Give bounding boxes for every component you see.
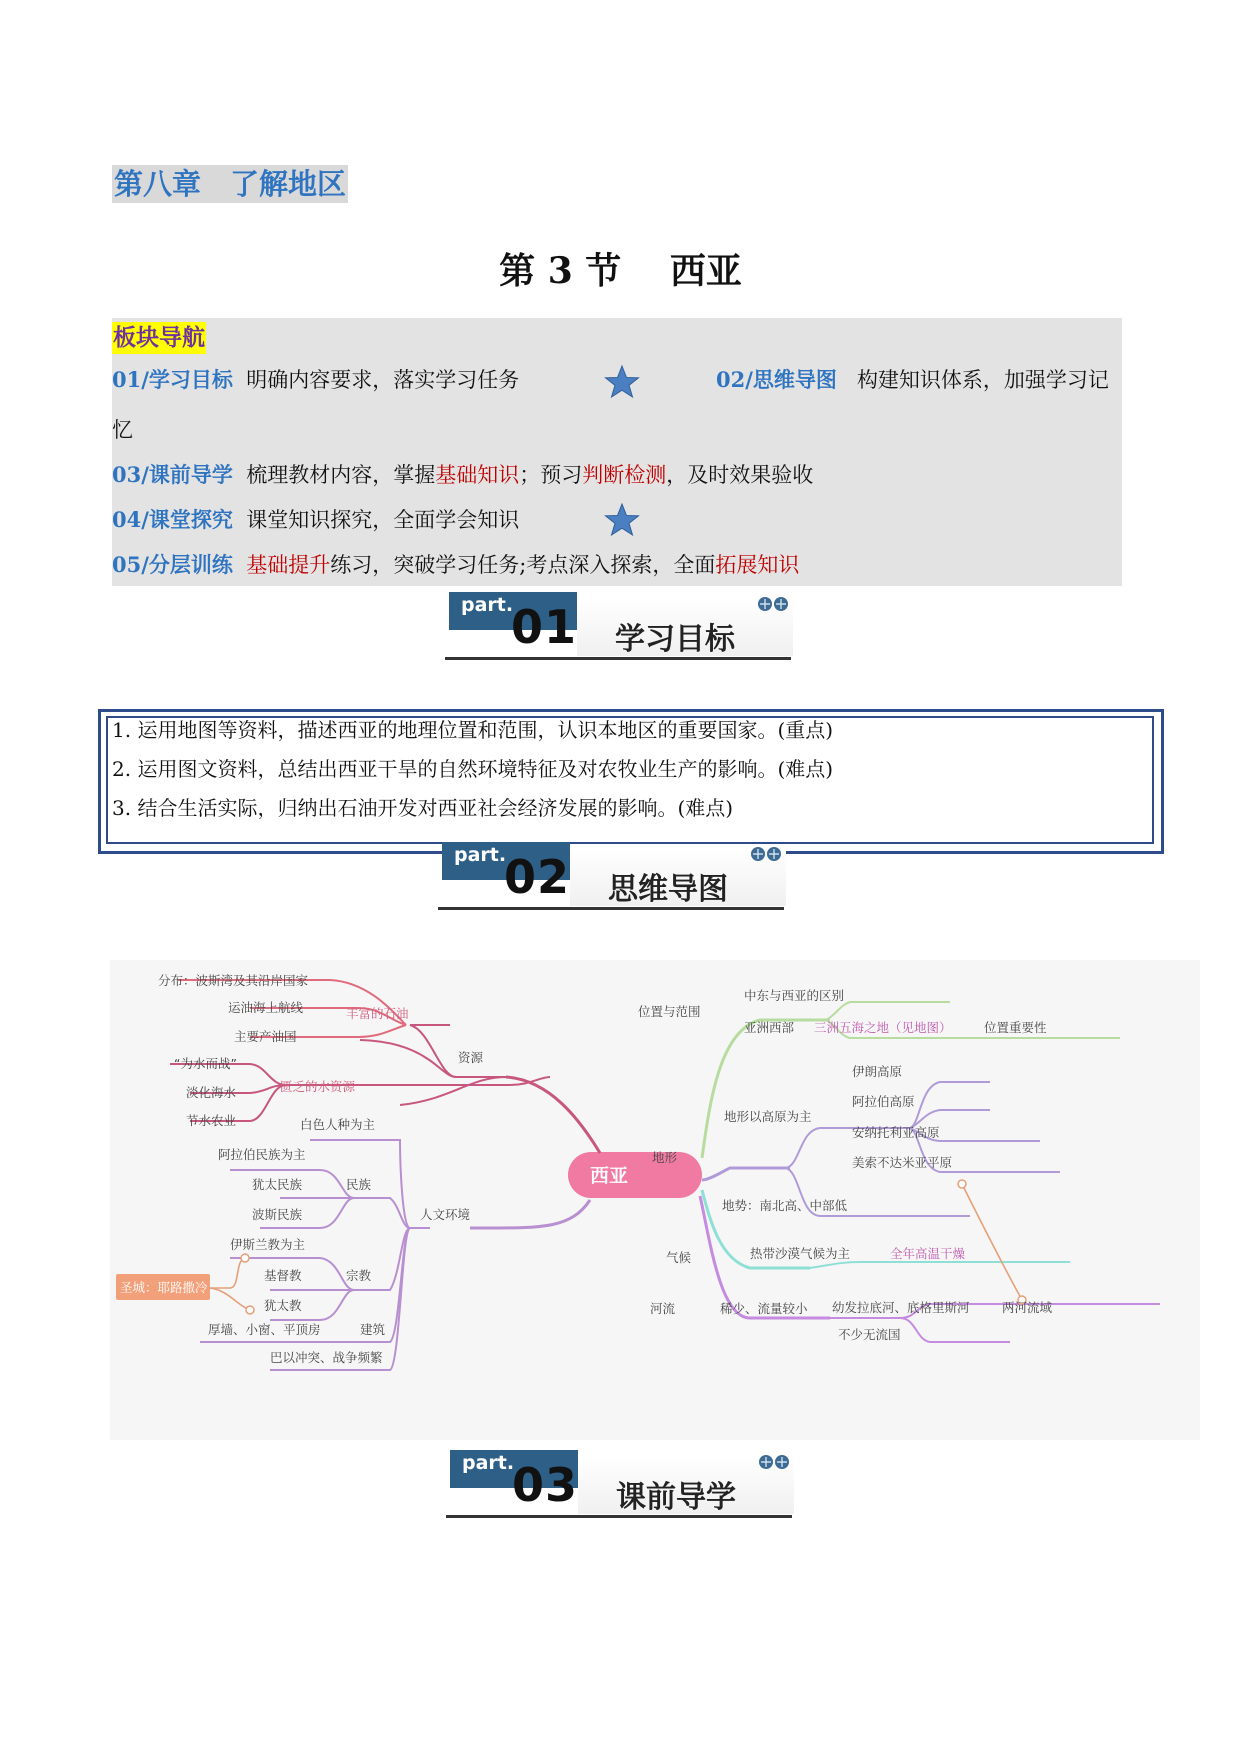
- mm-holy-city: 圣城：耶路撒冷: [120, 1280, 208, 1295]
- mm-climate-item: 热带沙漠气候为主: [750, 1246, 851, 1261]
- nav-item-03-highlight-b: 判断检测: [582, 463, 667, 487]
- decor-dots-icon: [750, 845, 782, 863]
- mindmap-center-label: 西亚: [590, 1165, 629, 1187]
- goal-1: 1. 运用地图等资料，描述西亚的地理位置和范围，认识本地区的重要国家。(重点): [112, 718, 834, 742]
- nav-item-04-text: 课堂知识探究，全面学会知识: [246, 508, 520, 532]
- part-number: 02: [504, 850, 571, 904]
- mm-religion-item-3: 犹太教: [264, 1298, 302, 1313]
- mm-euphrates: 幼发拉底河、底格里斯河: [832, 1300, 970, 1315]
- mm-oil-item-3: 主要产油国: [234, 1029, 297, 1044]
- mm-loc-item-1: 中东与西亚的区别: [744, 988, 845, 1003]
- nav-item-02-label: 02/思维导图: [716, 367, 837, 392]
- mm-slope: 地势：南北高、中部低: [722, 1198, 848, 1213]
- mm-location: 位置与范围: [638, 1004, 701, 1019]
- mm-ethnic-item-2: 犹太民族: [252, 1177, 303, 1192]
- mm-three-five: 三洲五海之地（见地图）: [814, 1020, 952, 1035]
- part-tag-text: part.: [454, 844, 507, 866]
- nav-item-01-text: 明确内容要求，落实学习任务: [246, 368, 520, 392]
- section-title: 第 3 节 西亚: [499, 250, 742, 292]
- mm-ethnic-item-3: 波斯民族: [252, 1207, 303, 1222]
- mm-conflict: 巴以冲突、战争频繁: [270, 1350, 383, 1365]
- nav-item-02: [716, 365, 1109, 395]
- mm-ethnic: 民族: [346, 1177, 372, 1192]
- nav-title: 板块导航: [112, 322, 206, 354]
- mm-water-item-3: 节水农业: [186, 1113, 237, 1128]
- mm-loc-item-2: 亚洲西部: [744, 1020, 795, 1035]
- decor-dots-icon: [757, 595, 789, 613]
- nav-item-05: [112, 550, 799, 580]
- nav-item-02-wrap: 忆: [112, 418, 133, 442]
- mm-human: 人文环境: [420, 1207, 471, 1222]
- mm-plateau-item-3: 安纳托利亚高原: [852, 1125, 940, 1140]
- mm-plateau-item-4: 美索不达米亚平原: [852, 1155, 953, 1170]
- chapter-heading: 第八章 了解地区: [114, 167, 347, 201]
- decor-dots-icon: [758, 1453, 790, 1471]
- mm-religion-item-2: 基督教: [264, 1268, 302, 1283]
- nav-item-03: [112, 460, 813, 490]
- mm-rivers-item: 稀少、流量较小: [720, 1301, 808, 1316]
- mm-inland: 不少无流国: [838, 1327, 901, 1342]
- mm-religion-item-1: 伊斯兰教为主: [230, 1237, 306, 1252]
- mm-water-item-2: 淡化海水: [186, 1085, 237, 1100]
- nav-item-04: [112, 505, 519, 535]
- mm-ethnic-item-1: 阿拉伯民族为主: [218, 1147, 306, 1162]
- part-name: 课前导学: [616, 1480, 736, 1515]
- mm-important: 位置重要性: [984, 1020, 1047, 1035]
- nav-item-03-text-b: ；预习: [519, 463, 583, 487]
- part-name: 学习目标: [615, 622, 735, 657]
- nav-item-05-text: 练习，突破学习任务;考点深入探索，全面: [330, 553, 716, 577]
- mm-building: 建筑: [360, 1322, 386, 1337]
- mm-climate: 气候: [666, 1250, 692, 1265]
- goal-2: 2. 运用图文资料，总结出西亚干旱的自然环境特征及对农牧业生产的影响。(难点): [112, 757, 834, 781]
- mm-hot-dry: 全年高温干燥: [890, 1246, 966, 1261]
- mm-race: 白色人种为主: [300, 1117, 376, 1132]
- mm-water-item-1: “为水而战”: [174, 1056, 237, 1071]
- nav-item-05-highlight-a: 基础提升: [246, 553, 331, 577]
- mm-resources: 资源: [458, 1050, 484, 1065]
- part-01-banner: [445, 592, 795, 664]
- mm-oil-item-2: 运油海上航线: [228, 1000, 304, 1015]
- part-02-banner: [438, 842, 788, 914]
- nav-item-01-label: 01/学习目标: [112, 367, 233, 392]
- star-icon: [604, 364, 640, 400]
- mm-religion: 宗教: [346, 1268, 372, 1283]
- part-number: 03: [512, 1458, 579, 1512]
- mind-map: [110, 960, 1200, 1440]
- part-number: 01: [511, 600, 578, 654]
- star-icon: [604, 502, 640, 538]
- part-name: 思维导图: [608, 872, 728, 907]
- mm-oil-item-1: 分布：波斯湾及其沿岸国家: [158, 973, 309, 988]
- mindmap-center-node: [568, 1152, 702, 1198]
- mm-water: 匮乏的水资源: [280, 1079, 356, 1094]
- part-tag-text: part.: [462, 1452, 515, 1474]
- goal-3: 3. 结合生活实际，归纳出石油开发对西亚社会经济发展的影响。(难点): [112, 796, 734, 820]
- nav-item-03-highlight-a: 基础知识: [435, 463, 520, 487]
- nav-item-01: [112, 365, 519, 395]
- mm-plateau: 地形以高原为主: [724, 1109, 812, 1124]
- nav-item-05-highlight-b: 拓展知识: [715, 553, 800, 577]
- nav-item-05-label: 05/分层训练: [112, 552, 233, 577]
- mm-oil: 丰富的石油: [346, 1006, 409, 1021]
- mm-two-rivers: 两河流域: [1002, 1300, 1053, 1315]
- nav-panel: [112, 318, 1122, 586]
- mm-rivers: 河流: [650, 1301, 676, 1316]
- mm-plateau-item-2: 阿拉伯高原: [852, 1094, 915, 1109]
- part-tag-text: part.: [461, 594, 514, 616]
- nav-item-03-text-a: 梳理教材内容，掌握: [246, 463, 436, 487]
- nav-item-02-text: 构建知识体系，加强学习记: [856, 368, 1109, 392]
- mm-plateau-item-1: 伊朗高原: [852, 1064, 903, 1079]
- nav-item-03-text-c: ，及时效果验收: [666, 463, 814, 487]
- mm-building-item: 厚墙、小窗、平顶房: [208, 1322, 321, 1337]
- mm-terrain: 地形: [652, 1150, 678, 1165]
- part-03-banner: [446, 1450, 796, 1522]
- nav-item-03-label: 03/课前导学: [112, 462, 233, 487]
- nav-item-04-label: 04/课堂探究: [112, 507, 233, 532]
